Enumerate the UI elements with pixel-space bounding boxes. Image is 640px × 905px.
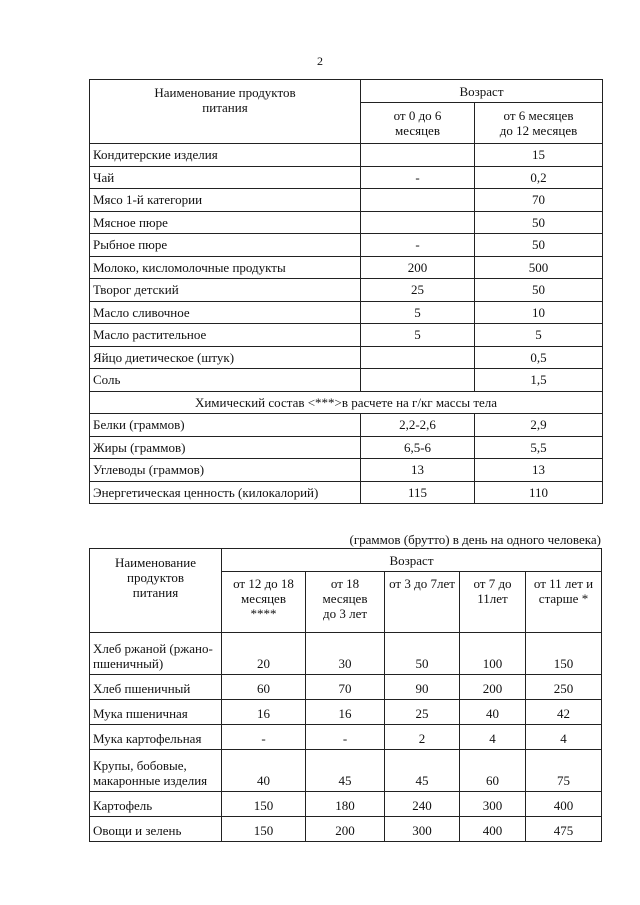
value-7-11y: 400 bbox=[460, 817, 526, 842]
t2-product-rows bbox=[90, 633, 602, 842]
value-6-12-months: 110 bbox=[475, 481, 603, 504]
product-name: Масло растительное bbox=[90, 324, 361, 347]
page-number: 2 bbox=[317, 54, 323, 68]
product-name: Творог детский bbox=[90, 279, 361, 302]
t2-header-age-7-11y: от 7 до 11лет bbox=[460, 572, 526, 633]
value-6-12-months: 500 bbox=[475, 256, 603, 279]
value-0-6-months bbox=[361, 211, 475, 234]
value-0-6-months: 13 bbox=[361, 459, 475, 482]
value-18m-3y: 16 bbox=[306, 700, 385, 725]
table-row bbox=[90, 256, 603, 279]
product-name: Мука пшеничная bbox=[90, 700, 222, 725]
value-11-plus: 75 bbox=[526, 750, 602, 792]
value-18m-3y: 180 bbox=[306, 792, 385, 817]
value-0-6-months: 25 bbox=[361, 279, 475, 302]
t2-header-age-3-7y: от 3 до 7лет bbox=[385, 572, 460, 633]
value-11-plus: 42 bbox=[526, 700, 602, 725]
table-row bbox=[90, 750, 602, 792]
value-6-12-months: 1,5 bbox=[475, 369, 603, 392]
value-6-12-months: 5 bbox=[475, 324, 603, 347]
value-0-6-months: 5 bbox=[361, 301, 475, 324]
value-0-6-months: 5 bbox=[361, 324, 475, 347]
value-11-plus: 400 bbox=[526, 792, 602, 817]
value-0-6-months bbox=[361, 346, 475, 369]
value-0-6-months: 6,5-6 bbox=[361, 436, 475, 459]
t1-header-age-6-12: от 6 месяцев до 12 месяцев bbox=[475, 103, 603, 144]
table-row bbox=[90, 725, 602, 750]
value-12-18-months: 16 bbox=[222, 700, 306, 725]
value-7-11y: 4 bbox=[460, 725, 526, 750]
product-name: Яйцо диетическое (штук) bbox=[90, 346, 361, 369]
t2-header-age-18m-3y: от 18 месяцев до 3 лет bbox=[306, 572, 385, 633]
t2-header-age-12-18m: от 12 до 18 месяцев **** bbox=[222, 572, 306, 633]
t1-chemical-composition-header: Химический состав <***>в расчете на г/кг массы тела bbox=[90, 391, 603, 414]
value-6-12-months: 50 bbox=[475, 211, 603, 234]
unit-note: (граммов (брутто) в день на одного человека) bbox=[349, 532, 601, 547]
value-0-6-months: 200 bbox=[361, 256, 475, 279]
t2-header-age-11-plus: от 11 лет и старше * bbox=[526, 572, 602, 633]
product-name: Молоко, кисломолочные продукты bbox=[90, 256, 361, 279]
product-name: Мясное пюре bbox=[90, 211, 361, 234]
t2-header-product-name: Наименование продуктов питания bbox=[90, 549, 222, 633]
value-0-6-months bbox=[361, 144, 475, 167]
product-name: Мука картофельная bbox=[90, 725, 222, 750]
t1-chemical-rows bbox=[90, 414, 603, 504]
value-6-12-months: 15 bbox=[475, 144, 603, 167]
value-6-12-months: 50 bbox=[475, 234, 603, 257]
product-name: Масло сливочное bbox=[90, 301, 361, 324]
value-6-12-months: 2,9 bbox=[475, 414, 603, 437]
value-3-7y: 90 bbox=[385, 675, 460, 700]
value-6-12-months: 70 bbox=[475, 189, 603, 212]
table-row bbox=[90, 459, 603, 482]
product-name: Овощи и зелень bbox=[90, 817, 222, 842]
nutrient-name: Белки (граммов) bbox=[90, 414, 361, 437]
product-name: Крупы, бобовые, макаронные изделия bbox=[90, 750, 222, 792]
nutrient-name: Жиры (граммов) bbox=[90, 436, 361, 459]
value-7-11y: 60 bbox=[460, 750, 526, 792]
table-row bbox=[90, 436, 603, 459]
product-name: Кондитерские изделия bbox=[90, 144, 361, 167]
product-name: Рыбное пюре bbox=[90, 234, 361, 257]
value-18m-3y: - bbox=[306, 725, 385, 750]
value-12-18-months: 40 bbox=[222, 750, 306, 792]
table-row bbox=[90, 481, 603, 504]
value-0-6-months: - bbox=[361, 234, 475, 257]
value-7-11y: 40 bbox=[460, 700, 526, 725]
value-7-11y: 100 bbox=[460, 633, 526, 675]
product-name: Хлеб пшеничный bbox=[90, 675, 222, 700]
value-0-6-months bbox=[361, 189, 475, 212]
t1-header-product-name: Наименование продуктов питания bbox=[90, 80, 361, 144]
table-row bbox=[90, 792, 602, 817]
table-row bbox=[90, 324, 603, 347]
value-18m-3y: 30 bbox=[306, 633, 385, 675]
value-7-11y: 200 bbox=[460, 675, 526, 700]
t1-header-age-0-6: от 0 до 6 месяцев bbox=[361, 103, 475, 144]
value-6-12-months: 10 bbox=[475, 301, 603, 324]
value-3-7y: 50 bbox=[385, 633, 460, 675]
table-row bbox=[90, 144, 603, 167]
value-3-7y: 2 bbox=[385, 725, 460, 750]
nutrient-name: Энергетическая ценность (килокалорий) bbox=[90, 481, 361, 504]
value-6-12-months: 0,5 bbox=[475, 346, 603, 369]
value-11-plus: 150 bbox=[526, 633, 602, 675]
product-name: Мясо 1-й категории bbox=[90, 189, 361, 212]
t2-header-age: Возраст bbox=[222, 549, 602, 572]
value-3-7y: 45 bbox=[385, 750, 460, 792]
table-row bbox=[90, 369, 603, 392]
value-11-plus: 4 bbox=[526, 725, 602, 750]
value-11-plus: 475 bbox=[526, 817, 602, 842]
table-row bbox=[90, 301, 603, 324]
value-6-12-months: 13 bbox=[475, 459, 603, 482]
value-12-18-months: - bbox=[222, 725, 306, 750]
table-row bbox=[90, 189, 603, 212]
value-3-7y: 25 bbox=[385, 700, 460, 725]
table-row bbox=[90, 675, 602, 700]
value-6-12-months: 50 bbox=[475, 279, 603, 302]
value-12-18-months: 60 bbox=[222, 675, 306, 700]
value-0-6-months bbox=[361, 369, 475, 392]
value-3-7y: 300 bbox=[385, 817, 460, 842]
table-row bbox=[90, 700, 602, 725]
table-row bbox=[90, 414, 603, 437]
value-12-18-months: 20 bbox=[222, 633, 306, 675]
value-11-plus: 250 bbox=[526, 675, 602, 700]
t1-header-age: Возраст bbox=[361, 80, 603, 103]
product-name: Картофель bbox=[90, 792, 222, 817]
product-name: Чай bbox=[90, 166, 361, 189]
table-row bbox=[90, 166, 603, 189]
nutrient-name: Углеводы (граммов) bbox=[90, 459, 361, 482]
value-12-18-months: 150 bbox=[222, 817, 306, 842]
product-name: Хлеб ржаной (ржано- пшеничный) bbox=[90, 633, 222, 675]
value-12-18-months: 150 bbox=[222, 792, 306, 817]
value-3-7y: 240 bbox=[385, 792, 460, 817]
value-0-6-months: 115 bbox=[361, 481, 475, 504]
value-18m-3y: 45 bbox=[306, 750, 385, 792]
t1-product-rows bbox=[90, 144, 603, 392]
infant-food-norms-table bbox=[89, 79, 603, 504]
value-6-12-months: 0,2 bbox=[475, 166, 603, 189]
value-6-12-months: 5,5 bbox=[475, 436, 603, 459]
table-row bbox=[90, 346, 603, 369]
table-row bbox=[90, 211, 603, 234]
child-food-norms-table bbox=[89, 548, 602, 842]
table-row bbox=[90, 817, 602, 842]
product-name: Соль bbox=[90, 369, 361, 392]
table-row bbox=[90, 279, 603, 302]
table-row bbox=[90, 234, 603, 257]
value-18m-3y: 70 bbox=[306, 675, 385, 700]
value-18m-3y: 200 bbox=[306, 817, 385, 842]
table-row bbox=[90, 633, 602, 675]
value-0-6-months: 2,2-2,6 bbox=[361, 414, 475, 437]
value-0-6-months: - bbox=[361, 166, 475, 189]
value-7-11y: 300 bbox=[460, 792, 526, 817]
